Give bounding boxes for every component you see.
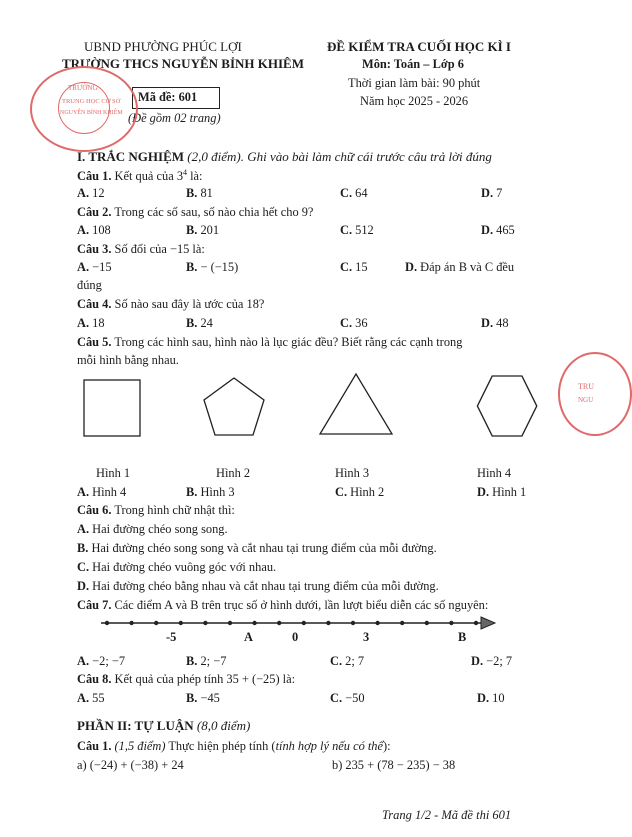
q4-option-a: A. 18 [77, 316, 105, 330]
q4-stem: Câu 4. Số nào sau đây là ước của 18? [77, 297, 265, 311]
number-line-point [277, 621, 281, 625]
p2-q1-part-a: a) (−24) + (−38) + 24 [77, 758, 184, 772]
q2-option-a: A. 108 [77, 223, 111, 237]
school-stamp: TRƯỜNG TRUNG HỌC CƠ SỞ NGUYỄN BỈNH KHIÊM [30, 66, 138, 152]
q3-option-d: D. Đáp án B và C đều [405, 260, 515, 274]
q6-option-b: B. Hai đường chéo song song và cắt nhau tại trung điểm của mỗi đường. [77, 541, 437, 555]
p2-q1-stem: Câu 1. (1,5 điểm) Thực hiện phép tính (tính hợp lý nếu có thể): [77, 739, 391, 753]
q8-option-c: C. −50 [330, 691, 365, 705]
q8-option-a: A. 55 [77, 691, 105, 705]
exam-title: ĐỀ KIỂM TRA CUỐI HỌC KÌ I [327, 39, 511, 54]
q7-option-d: D. −2; 7 [471, 654, 513, 668]
q8-option-b: B. −45 [186, 691, 220, 705]
triangle-figure [320, 374, 392, 434]
p2-q1-part-b: b) 235 + (78 − 235) − 38 [332, 758, 456, 772]
q2-option-c: C. 512 [340, 223, 374, 237]
q5-stem-cont: mỗi hình bằng nhau. [77, 353, 179, 367]
q7-option-b: B. 2; −7 [186, 654, 227, 668]
part1-heading: I. TRẮC NGHIỆM (2,0 điểm). Ghi vào bài làm chữ cái trước câu trả lời đúng [77, 149, 492, 164]
q3-option-d-cont: đúng [77, 278, 102, 292]
number-line-point [252, 621, 256, 625]
q5-stem: Câu 5. Trong các hình sau, hình nào là lục giác đều? Biết rằng các cạnh trong [77, 335, 463, 349]
number-line-point [302, 621, 306, 625]
q6-option-a: A. Hai đường chéo song song. [77, 522, 228, 536]
q6-stem: Câu 6. Trong hình chữ nhật thì: [77, 503, 235, 517]
q4-option-b: B. 24 [186, 316, 213, 330]
q1-option-a: A. 12 [77, 186, 105, 200]
number-line-point [400, 621, 404, 625]
q1-option-c: C. 64 [340, 186, 368, 200]
school-district: UBND PHƯỜNG PHÚC LỢI [84, 39, 242, 54]
school-year: Năm học 2025 - 2026 [360, 94, 469, 108]
q8-option-d: D. 10 [477, 691, 505, 705]
number-line-point [449, 621, 453, 625]
number-line-point [105, 621, 109, 625]
number-line-point [375, 621, 379, 625]
q6-option-c: C. Hai đường chéo vuông góc với nhau. [77, 560, 277, 574]
q2-option-b: B. 201 [186, 223, 220, 237]
q5-option-c: C. Hình 2 [335, 485, 385, 499]
school-name: TRƯỜNG THCS NGUYỄN BỈNH KHIÊM [62, 56, 304, 71]
q1-stem: Câu 1. Kết quả của $3^4$ là: [77, 168, 203, 184]
number-line-point [326, 621, 330, 625]
number-line-point [474, 621, 478, 625]
number-line-point [425, 621, 429, 625]
figure-label-3: Hình 3 [335, 466, 370, 480]
q5-option-a: A. Hình 4 [77, 485, 127, 499]
q7-option-c: C. 2; 7 [330, 654, 365, 668]
number-line-point [154, 621, 158, 625]
number-line-point [129, 621, 133, 625]
number-line-label-zero: 0 [292, 630, 299, 644]
number-line-point [203, 621, 207, 625]
edge-stamp: TRU NGU [558, 352, 632, 436]
q3-option-c: C. 15 [340, 260, 368, 274]
q7-option-a: A. −2; −7 [77, 654, 126, 668]
q4-option-c: C. 36 [340, 316, 368, 330]
exam-subject: Môn: Toán – Lớp 6 [362, 57, 464, 71]
number-line-label-b: B [458, 630, 467, 644]
q3-option-b: B. − (−15) [186, 260, 239, 274]
hexagon-figure [477, 376, 536, 436]
figure-label-4: Hình 4 [477, 466, 512, 480]
q6-option-d: D. Hai đường chéo bằng nhau và cắt nhau tại trung điểm của mỗi đường. [77, 579, 439, 593]
q7-stem: Câu 7. Các điểm A và B trên trục số ở hình dưới, lần lượt biểu diễn các số nguyên: [77, 598, 489, 612]
number-line-point [228, 621, 232, 625]
figure-label-2: Hình 2 [216, 466, 251, 480]
number-line-arrow [481, 617, 495, 629]
page-footer: Trang 1/2 - Mã đề thi 601 [382, 808, 512, 822]
number-line-label-a: A [244, 630, 253, 644]
q1-option-b: B. 81 [186, 186, 213, 200]
part2-heading: PHẦN II: TỰ LUẬN (8,0 điểm) [77, 718, 251, 733]
figure-label-1: Hình 1 [96, 466, 131, 480]
exam-duration: Thời gian làm bài: 90 phút [348, 76, 481, 90]
q3-option-a: A. −15 [77, 260, 112, 274]
number-line-point [179, 621, 183, 625]
q8-stem: Câu 8. Kết quả của phép tính 35 + (−25) là: [77, 672, 296, 686]
q2-stem: Câu 2. Trong các số sau, số nào chia hết cho 9? [77, 205, 314, 219]
pages-note: (Đề gồm 02 trang) [128, 111, 221, 125]
number-line [95, 614, 505, 632]
number-line-label-minus5: -5 [166, 630, 177, 644]
number-line-label-three: 3 [363, 630, 370, 644]
q2-option-d: D. 465 [481, 223, 515, 237]
pentagon-figure [204, 378, 264, 435]
number-line-point [351, 621, 355, 625]
exam-code: Mã đề: 601 [138, 90, 198, 104]
q5-option-d: D. Hình 1 [477, 485, 527, 499]
q5-figures [70, 368, 550, 458]
q1-option-d: D. 7 [481, 186, 503, 200]
square-figure [84, 380, 140, 436]
q3-stem: Câu 3. Số đối của −15 là: [77, 242, 205, 256]
q4-option-d: D. 48 [481, 316, 509, 330]
q5-option-b: B. Hình 3 [186, 485, 235, 499]
